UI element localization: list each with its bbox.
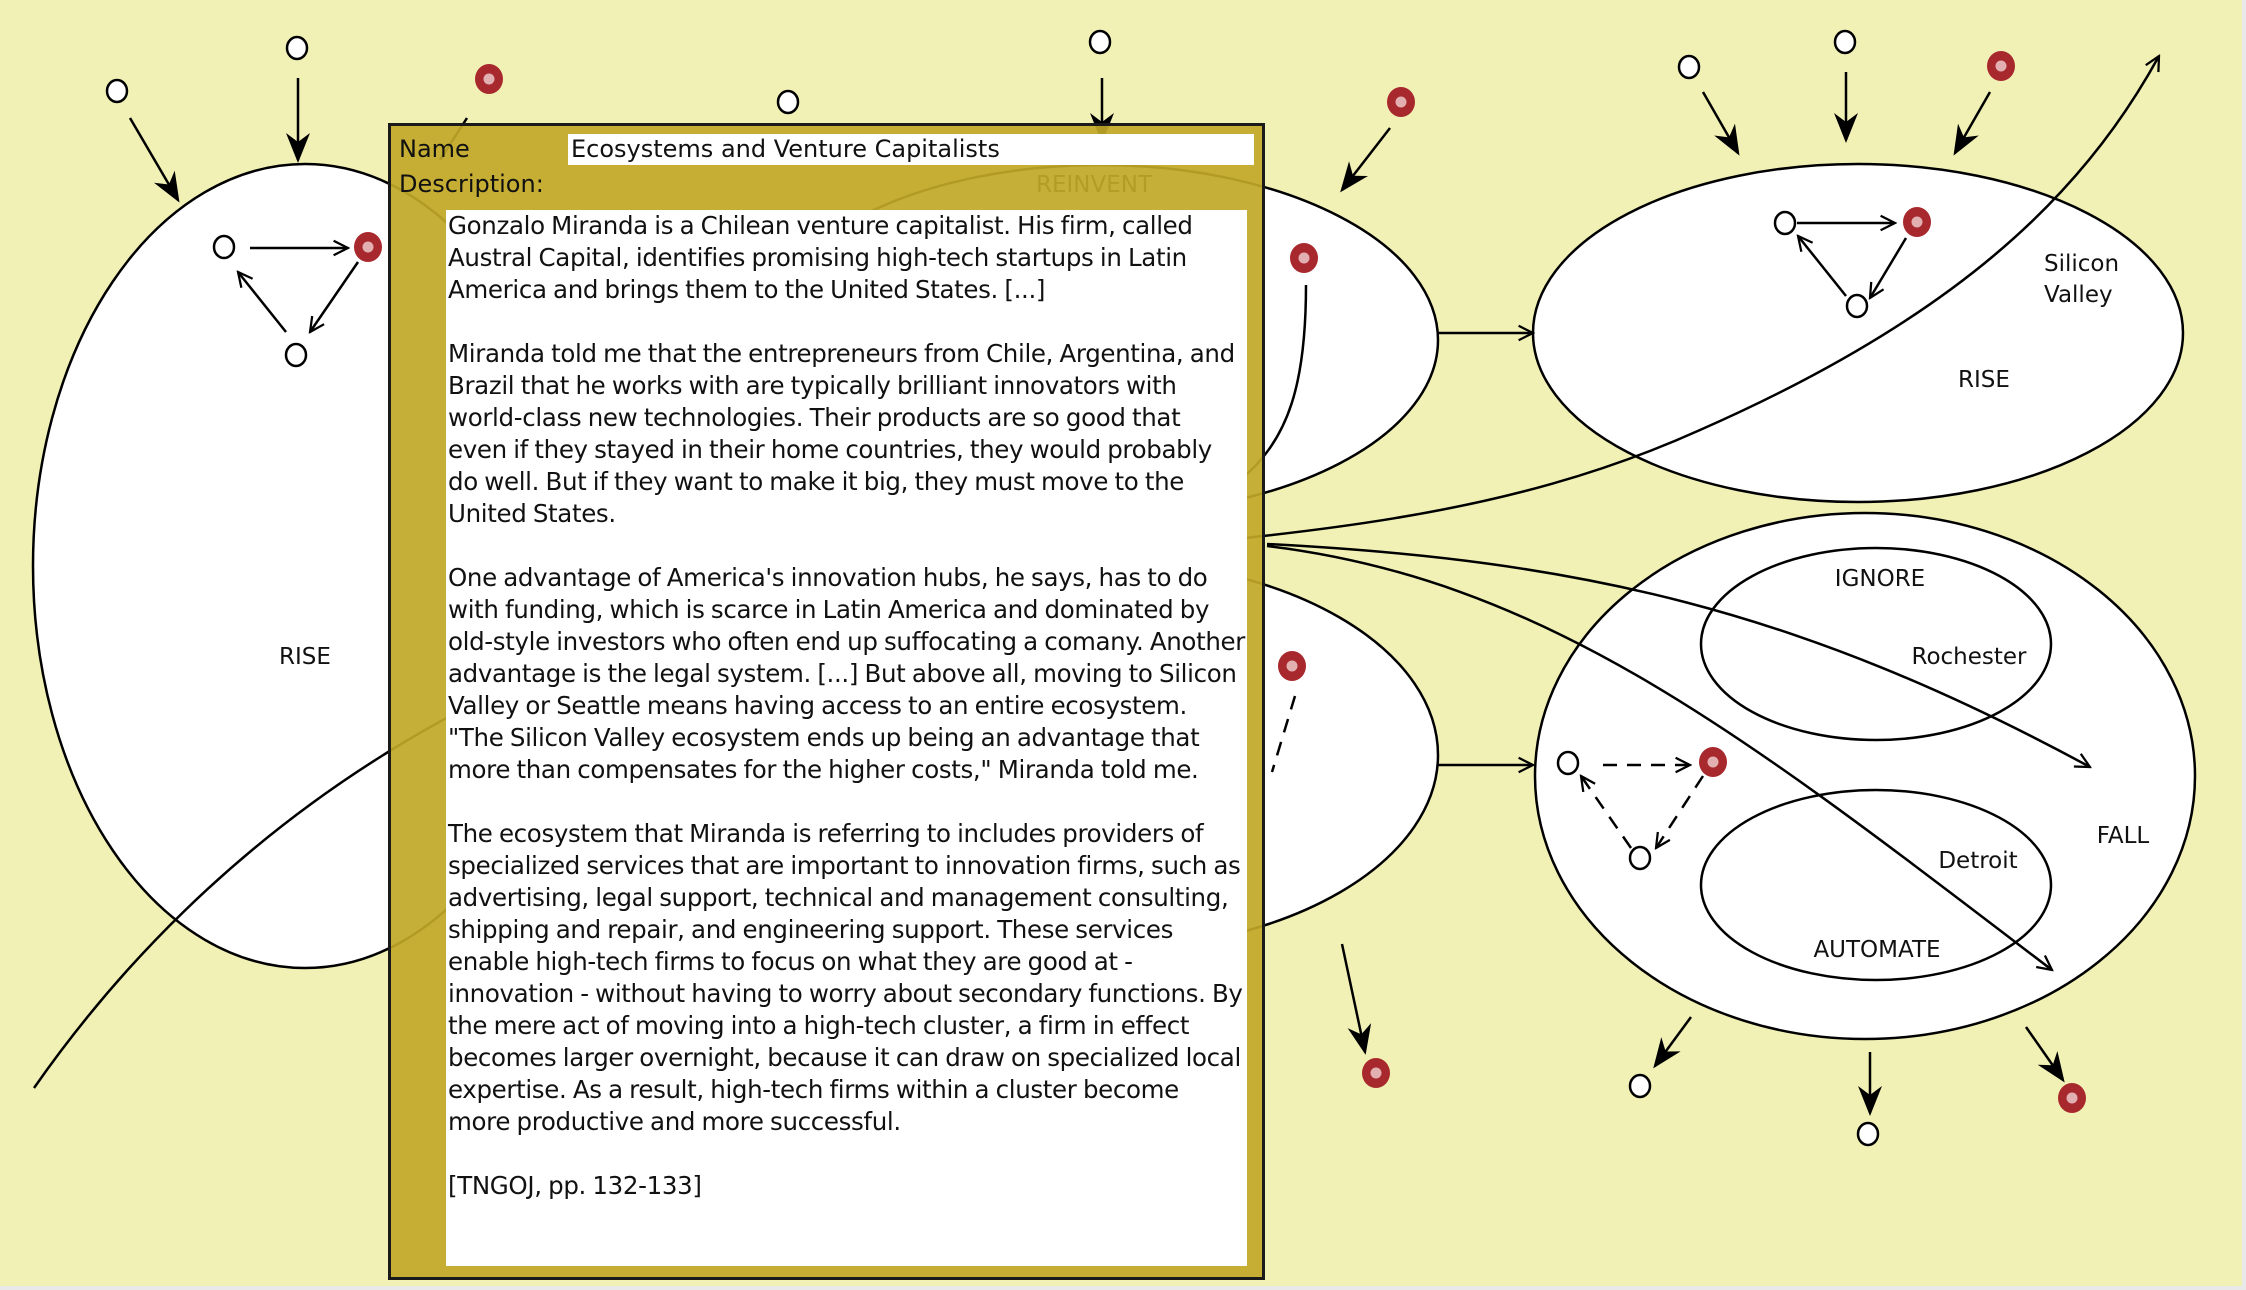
stock-node-white[interactable] [778,91,798,113]
region-bottom-right-label: FALL [2096,823,2150,849]
region-top-right-label: RISE [1958,367,2010,393]
description-paragraph: Miranda told me that the entrepreneurs from Chile, Argentina, and Brazil that he works with are typically brilliant innovators with world-class new technologies. Their products are so good that even if they stayed in their home countries, they would probably do well. But if they want to make it big, they must move to the United States. [448,339,1235,528]
inflow-arrow [1703,92,1738,153]
place-label-rochester: Rochester [1911,644,2027,670]
description-paragraph: Gonzalo Miranda is a Chilean venture capitalist. His firm, called Austral Capital, identifies promising high-tech startups in Latin America and brings them to the United States. [...] [448,211,1193,304]
stock-node-red[interactable] [1387,87,1415,117]
stock-node-white[interactable] [1558,752,1578,774]
description-label: Description: [399,170,544,198]
sub-region-automate-label: AUTOMATE [1813,937,1941,963]
stock-node-white[interactable] [287,37,307,59]
stock-node-red[interactable] [2058,1083,2086,1113]
outflow-arrow [2026,1027,2063,1080]
sub-region-ignore-label: IGNORE [1834,566,1926,592]
stock-node-white[interactable] [107,80,127,102]
description-textarea[interactable] [446,210,1247,1266]
inflow-arrow [1955,92,1990,153]
stock-node-white[interactable] [1775,212,1795,234]
stock-node-white[interactable] [1630,1075,1650,1097]
outflow-arrow [1342,944,1365,1052]
region-top-right-ellipse[interactable] [1533,164,2183,502]
place-label-detroit: Detroit [1938,848,2018,874]
stock-node-red[interactable] [354,232,382,262]
place-label-valley: Valley [2044,282,2113,308]
stock-node-red[interactable] [1278,651,1306,681]
stock-node-white[interactable] [1090,31,1110,53]
stock-node-white[interactable] [1630,847,1650,869]
description-paragraph: One advantage of America's innovation hubs, he says, has to do with funding, which is scarce in Latin America and dominated by old-style investors who often end up suffocating a comany. Another advantage is the legal system. [...] But above all, moving to Silicon Valley or Seattle means having access to an entire ecosystem. "The Silicon Valley ecosystem ends up being an advantage that more than compensates for the higher costs," Miranda told me. [448,563,1245,784]
stock-node-red[interactable] [1290,243,1318,273]
element-properties-panel [388,123,1265,1280]
stock-node-white[interactable] [1835,31,1855,53]
stock-node-red[interactable] [475,64,503,94]
outflow-arrow [1655,1017,1691,1066]
stock-node-white[interactable] [1847,295,1867,317]
description-paragraph: The ecosystem that Miranda is referring to includes providers of specialized services that are important to innovation firms, such as advertising, legal support, technical and management consulting, shipping and repair, and engineering support. These services enable high-tech firms to focus on what they are good at - innovation - without having to worry about secondary functions. By the mere act of moving into a high-tech cluster, a firm in effect becomes larger overnight, because it can draw on specialized local expertise. As a result, high-tech firms within a cluster become more productive and more successful. [448,819,1243,1136]
stock-node-red[interactable] [1699,747,1727,777]
name-field[interactable]: Ecosystems and Venture Capitalists [568,134,1254,165]
stock-node-white[interactable] [1679,56,1699,78]
inflow-arrow [130,118,178,200]
stock-node-red[interactable] [1903,207,1931,237]
region-left-label: RISE [279,644,331,670]
stock-node-white[interactable] [1858,1123,1878,1145]
place-label-silicon: Silicon [2044,251,2120,277]
stock-node-red[interactable] [1362,1058,1390,1088]
stock-node-red[interactable] [1987,51,2015,81]
stock-node-white[interactable] [286,344,306,366]
name-label: Name [399,135,470,163]
inflow-arrow [1342,128,1390,190]
description-citation: [TNGOJ, pp. 132-133] [448,1171,702,1200]
stock-node-white[interactable] [214,236,234,258]
